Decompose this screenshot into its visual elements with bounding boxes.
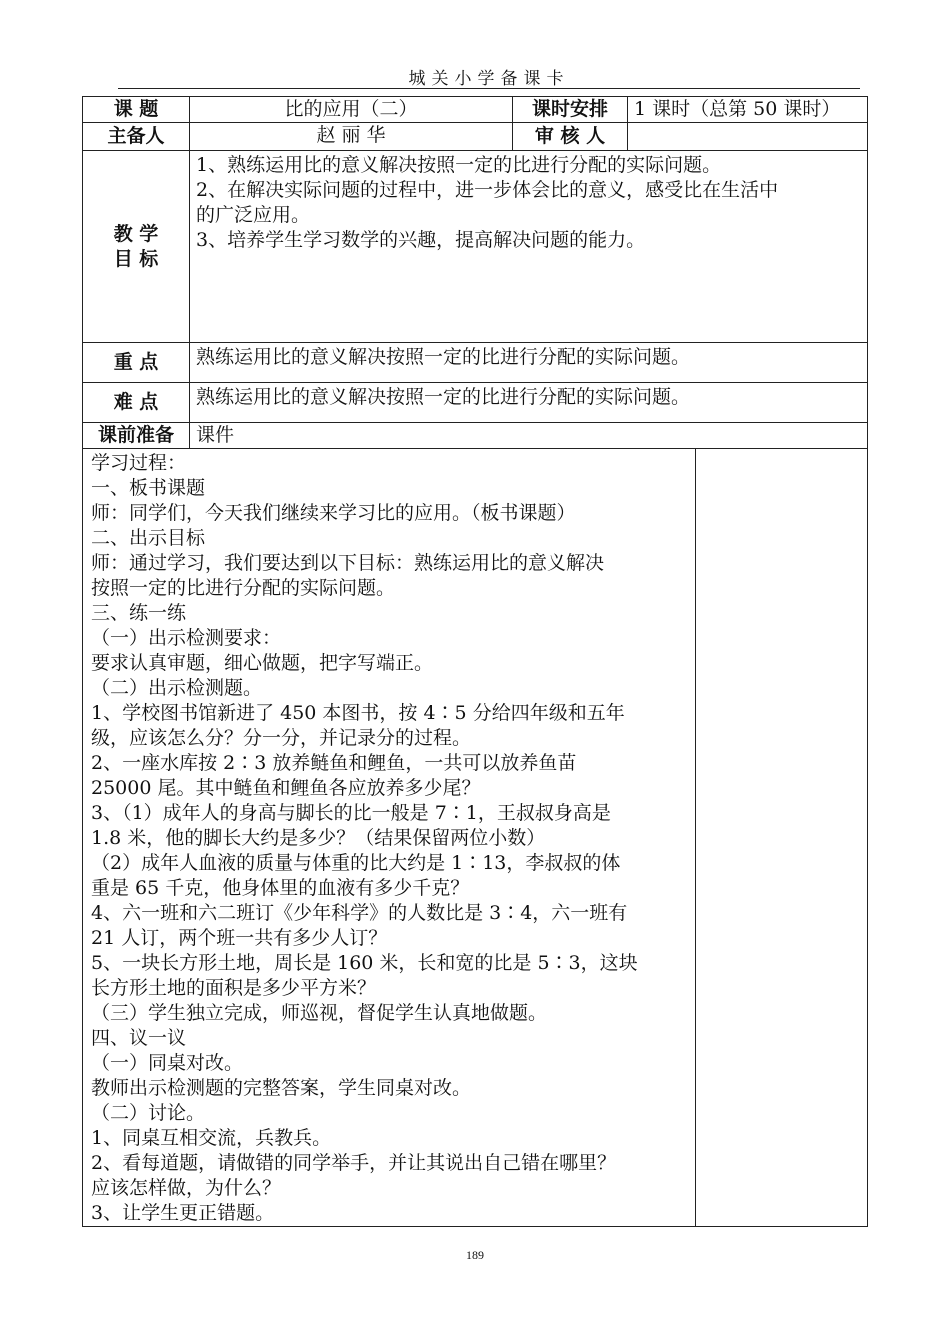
process-line: 学习过程： <box>91 452 187 474</box>
process-line: （二）讨论。 <box>91 1102 206 1124</box>
difficult-point-label: 难 点 <box>83 383 190 423</box>
schedule-label: 课时安排 <box>513 97 628 123</box>
process-line: 3、（1）成年人的身高与脚长的比一般是 7∶1，王叔叔身高是 <box>91 802 611 824</box>
process-line: 一、板书课题 <box>91 477 206 499</box>
process-line: 重是 65 千克，他身体里的血液有多少千克？ <box>91 877 470 899</box>
process-line: 四、议一议 <box>91 1027 187 1049</box>
process-line: 师：同学们，今天我们继续来学习比的应用。（板书课题） <box>91 502 576 524</box>
process-line: 1.8 米，他的脚长大约是多少？（结果保留两位小数） <box>91 827 546 849</box>
lesson-plan-table <box>82 96 868 1227</box>
topic-value: 比的应用（二） <box>190 97 513 123</box>
process-line: （2）成年人血液的质量与体重的比大约是 1∶13，李叔叔的体 <box>91 852 621 874</box>
learning-process <box>83 449 696 1227</box>
goals-content <box>190 151 868 343</box>
goals-label <box>83 151 190 343</box>
process-line: 二、出示目标 <box>91 527 206 549</box>
notes-column <box>696 449 868 1227</box>
process-line: 1、学校图书馆新进了 450 本图书，按 4∶5 分给四年级和五年 <box>91 702 625 724</box>
process-line: 25000 尾。其中鲢鱼和鲤鱼各应放养多少尾？ <box>91 777 481 799</box>
process-line: 2、看每道题，请做错的同学举手，并让其说出自己错在哪里？ <box>91 1152 617 1174</box>
key-point-label: 重 点 <box>83 343 190 383</box>
process-line: （一）同桌对改。 <box>91 1052 244 1074</box>
reviewer-value <box>628 123 868 151</box>
process-line: 5、一块长方形土地，周长是 160 米，长和宽的比是 5∶3，这块 <box>91 952 638 974</box>
prep-label: 课前准备 <box>83 423 190 449</box>
goals-label-line-1: 教 学 <box>113 222 159 245</box>
reviewer-label: 审 核 人 <box>513 123 628 151</box>
process-line: 按照一定的比进行分配的实际问题。 <box>91 577 396 599</box>
key-point-value: 熟练运用比的意义解决按照一定的比进行分配的实际问题。 <box>190 343 868 383</box>
process-line: 教师出示检测题的完整答案，学生同桌对改。 <box>91 1077 472 1099</box>
process-line: 4、六一班和六二班订《少年科学》的人数比是 3∶4，六一班有 <box>91 902 628 924</box>
process-line: 2、一座水库按 2∶3 放养鲢鱼和鲤鱼，一共可以放养鱼苗 <box>91 752 577 774</box>
process-line: 师：通过学习，我们要达到以下目标：熟练运用比的意义解决 <box>91 552 605 574</box>
goal-line: 2、在解决实际问题的过程中，进一步体会比的意义，感受比在生活中 <box>196 179 779 201</box>
process-line: （三）学生独立完成，师巡视，督促学生认真地做题。 <box>91 1002 548 1024</box>
goals-label-line-2: 目 标 <box>113 247 159 270</box>
author-value: 赵 丽 华 <box>190 123 513 151</box>
topic-label: 课 题 <box>83 97 190 123</box>
goal-line: 3、培养学生学习数学的兴趣，提高解决问题的能力。 <box>196 229 646 251</box>
process-line: 1、同桌互相交流，兵教兵。 <box>91 1127 332 1149</box>
process-line: 应该怎样做，为什么？ <box>91 1177 282 1199</box>
process-line: 三、练一练 <box>91 602 187 624</box>
page-number: 189 <box>466 1248 484 1262</box>
process-line: 要求认真审题，细心做题，把字写端正。 <box>91 652 434 674</box>
page-header: 城关小学备课卡 <box>408 69 570 89</box>
process-line: 3、让学生更正错题。 <box>91 1202 275 1224</box>
process-line: （二）出示检测题。 <box>91 677 263 699</box>
goal-line: 1、熟练运用比的意义解决按照一定的比进行分配的实际问题。 <box>196 154 722 176</box>
process-line: 21 人订，两个班一共有多少人订？ <box>91 927 388 949</box>
header-rule <box>118 88 860 89</box>
prep-value: 课件 <box>190 423 868 449</box>
process-line: 级，应该怎么分？分一分，并记录分的过程。 <box>91 727 472 749</box>
process-line: 长方形土地的面积是多少平方米？ <box>91 977 377 999</box>
process-line: （一）出示检测要求： <box>91 627 282 649</box>
difficult-point-value: 熟练运用比的意义解决按照一定的比进行分配的实际问题。 <box>190 383 868 423</box>
author-label: 主备人 <box>83 123 190 151</box>
schedule-value: 1 课时（总第 50 课时） <box>628 97 868 123</box>
goal-line: 的广泛应用。 <box>196 204 311 226</box>
